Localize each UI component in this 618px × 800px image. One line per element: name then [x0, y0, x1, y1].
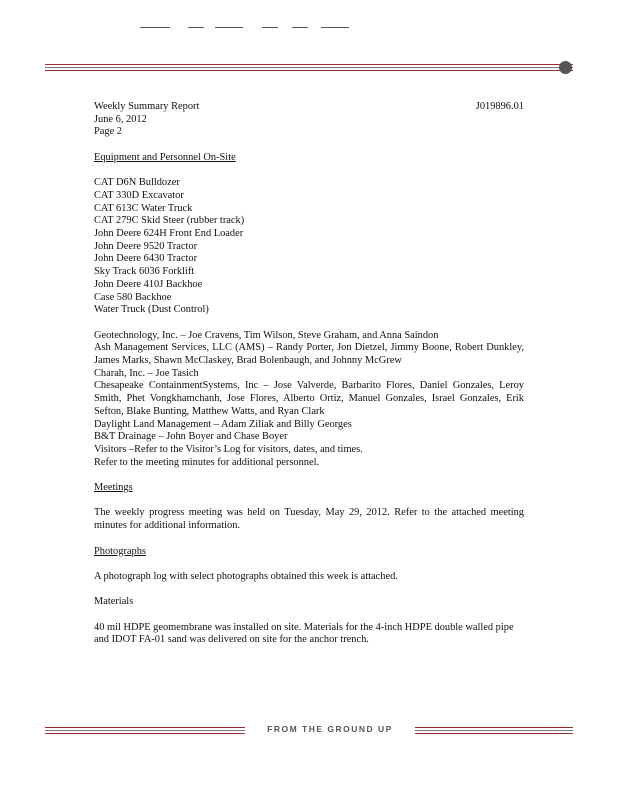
personnel-entry: Daylight Land Management – Adam Ziliak and Billy Georges: [94, 418, 352, 430]
photographs-text: A photograph log with select photographs obtained this week is attached.: [94, 570, 398, 582]
meetings-heading: Meetings: [94, 482, 133, 494]
meetings-text: The weekly progress meeting was held on Tuesday, May 29, 2012. Refer to the attached meeting minutes for additional information.: [94, 507, 524, 532]
report-body: [94, 101, 524, 647]
equipment-item: CAT 330D Excavator: [94, 189, 184, 201]
header-rule: [45, 64, 573, 71]
personnel-entry: Ash Management Services, LLC (AMS) – Randy Porter, Jon Dietzel, Jimmy Boone, Robert Dunkley, James Marks, Shawn McClaskey, Brad Bolenbaugh, and Johnny McGrew: [94, 342, 524, 367]
equipment-item: CAT D6N Bulldozer: [94, 177, 180, 189]
footer-rule: [45, 724, 573, 737]
letterhead-marks: [140, 22, 370, 30]
report-header: [94, 101, 524, 114]
personnel-entry: B&T Drainage – John Boyer and Chase Boyer: [94, 431, 288, 443]
personnel-entry: Refer to the meeting minutes for additional personnel.: [94, 456, 320, 468]
logo-icon: [559, 61, 572, 74]
photographs-heading: Photographs: [94, 545, 146, 557]
personnel-entry: Chesapeake ContainmentSystems, Inc – Jose Valverde, Barbarito Flores, Daniel Gonzales, Leroy Smith, Phet Vongkhamchanh, Jose Flores, Alberto Ortiz, Manuel Gonzales, Israel Gonzales, Erik Sefton, Blake Bunting, Matthew Watts, and Ryan Clark: [94, 380, 524, 417]
equipment-item: Sky Track 6036 Forklift: [94, 266, 195, 278]
page-number: Page 2: [94, 126, 122, 138]
equipment-item: John Deere 6430 Tractor: [94, 253, 198, 265]
equipment-item: John Deere 410J Backhoe: [94, 278, 203, 290]
report-date: June 6, 2012: [94, 113, 147, 125]
personnel-list: [94, 330, 524, 470]
equipment-heading: Equipment and Personnel On-Site: [94, 151, 236, 163]
materials-text: 40 mil HDPE geomembrane was installed on site. Materials for the 4-inch HDPE double walled pipe and IDOT FA-01 sand was delivered on site for the anchor trench.: [94, 621, 514, 646]
personnel-entry: Charah, Inc. – Joe Tasich: [94, 367, 199, 379]
materials-heading: Materials: [94, 596, 134, 608]
personnel-entry: Visitors –Refer to the Visitor’s Log for visitors, dates, and times.: [94, 443, 363, 455]
footer-slogan: FROM THE GROUND UP: [267, 724, 393, 734]
report-title: Weekly Summary Report: [94, 101, 200, 112]
doc-number: J019896.01: [475, 101, 524, 112]
equipment-item: John Deere 9520 Tractor: [94, 240, 198, 252]
equipment-item: Case 580 Backhoe: [94, 291, 172, 303]
equipment-item: Water Truck (Dust Control): [94, 304, 209, 316]
personnel-entry: Geotechnology, Inc. – Joe Cravens, Tim Wilson, Steve Graham, and Anna Saindon: [94, 329, 439, 341]
equipment-item: John Deere 624H Front End Loader: [94, 228, 244, 239]
equipment-item: CAT 613C Water Truck: [94, 202, 193, 214]
equipment-list: [94, 177, 524, 317]
equipment-item: CAT 279C Skid Steer (rubber track): [94, 215, 245, 227]
